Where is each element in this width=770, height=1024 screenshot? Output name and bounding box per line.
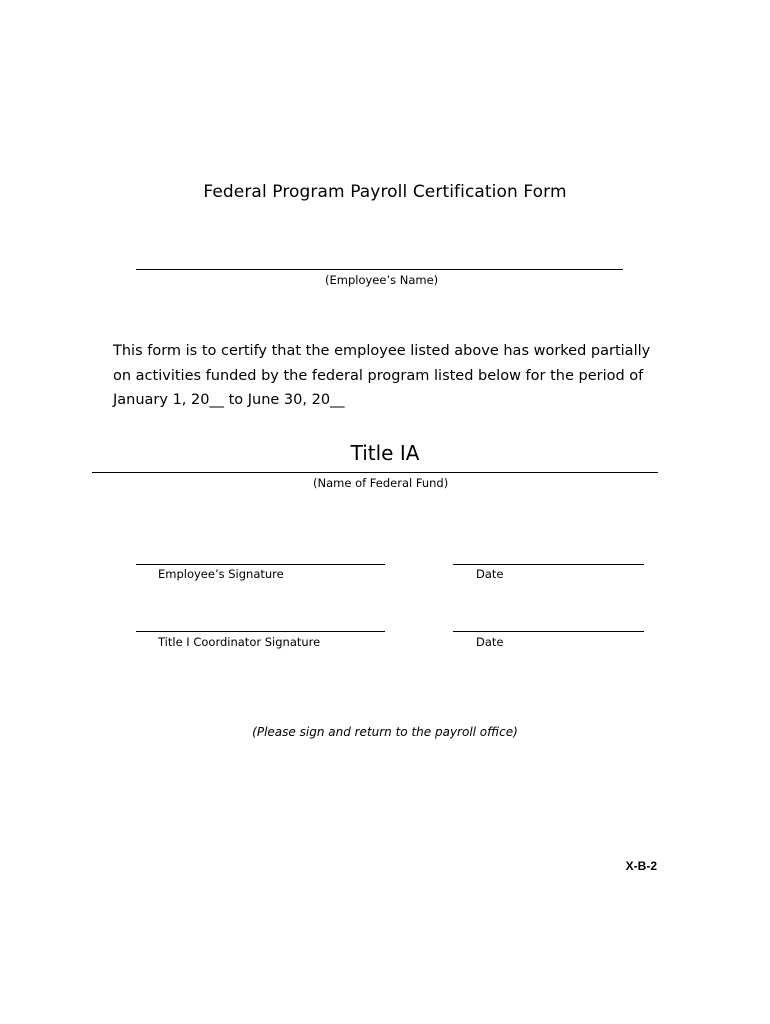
return-instruction-note: (Please sign and return to the payroll office) [252,725,518,739]
employee-signature-line[interactable] [136,564,385,565]
statement-line-3: January 1, 20__ to June 30, 20__ [113,392,345,408]
coordinator-date-line[interactable] [453,631,644,632]
coordinator-date-label: Date [476,635,504,649]
federal-fund-caption: (Name of Federal Fund) [313,476,449,490]
coordinator-signature-label: Title I Coordinator Signature [158,635,321,649]
coordinator-signature-line[interactable] [136,631,385,632]
employee-date-line[interactable] [453,564,644,565]
statement-line-2: on activities funded by the federal program listed below for the period of [113,367,644,384]
employee-signature-label: Employee’s Signature [158,567,284,581]
employee-name-line[interactable] [136,269,623,270]
federal-fund-value: Title IA [350,441,420,465]
employee-name-caption: (Employee’s Name) [325,273,439,287]
employee-date-label: Date [476,567,504,581]
statement-line-1: This form is to certify that the employee listed above has worked partially [113,343,651,359]
page-number: X-B-2 [625,859,657,873]
form-title: Federal Program Payroll Certification Form [203,182,567,202]
certification-statement [113,339,673,413]
federal-fund-line[interactable] [92,472,658,473]
